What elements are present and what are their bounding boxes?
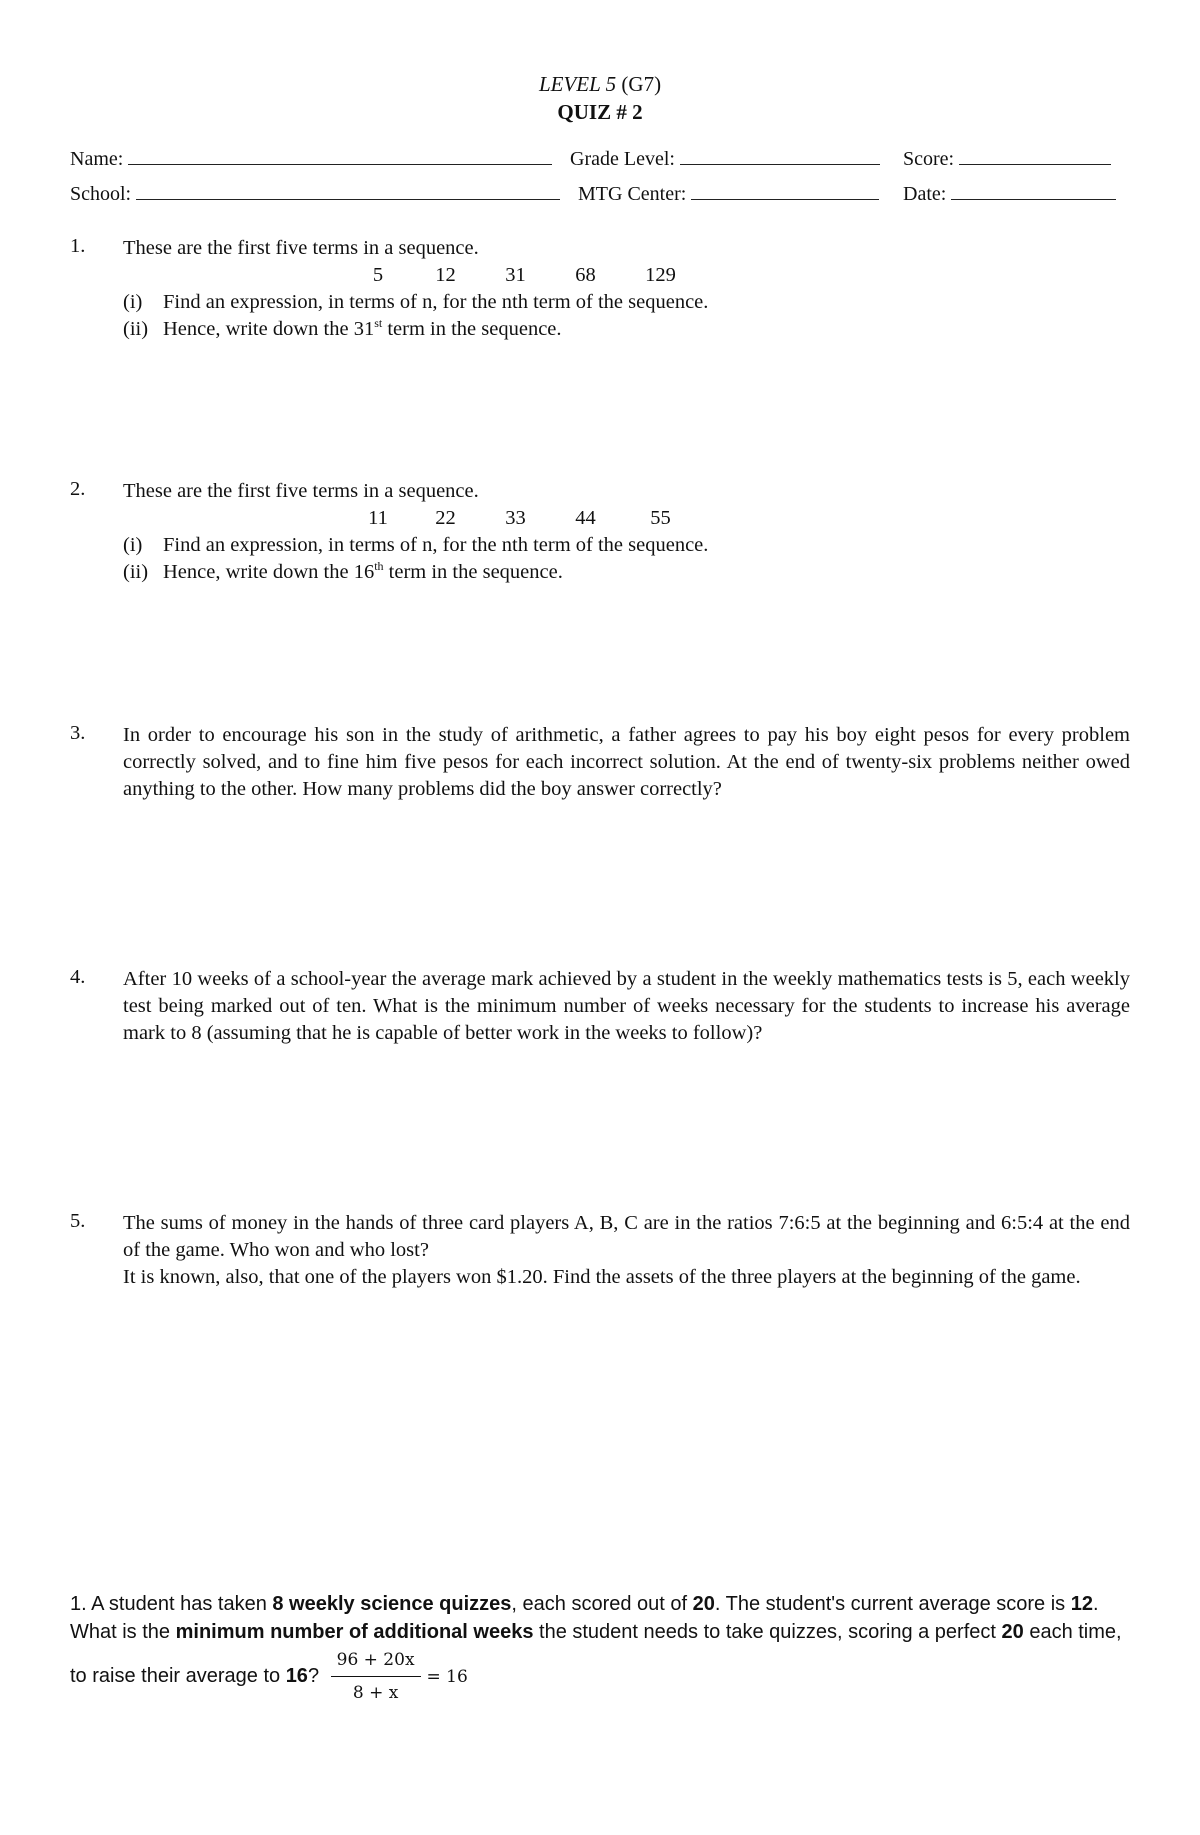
- question-4: After 10 weeks of a school-year the average mark achieved by a student in the weekly mathematics tests is 5, each weekly test being marked out of ten. What is the minimum number of weeks necessary for the students to increase his average mark to 8 (assuming that he is capable of better work in the weeks to follow)?: [123, 968, 1130, 1044]
- fraction-numerator: 96 + 20x: [331, 1646, 421, 1677]
- sequence-term: 11: [368, 507, 388, 529]
- school-label: School:: [70, 183, 132, 205]
- added-question: 1. A student has taken 8 weekly science quizzes, each scored out of 20. The student's current average score is 12. What is the minimum number of additional weeks the student needs to take quizzes, scoring a perfect 20 each time, to raise their average to 16? $\frac{96 + 20x}{8 + x}$ = 16: [70, 1590, 1130, 1707]
- date-blank[interactable]: [951, 181, 1116, 200]
- q5-line-2: It is known, also, that one of the players won $1.20. Find the assets of the three players at the beginning of the game.: [123, 1266, 1081, 1288]
- sequence-term: 5: [372, 264, 384, 286]
- sequence-term: 31: [505, 264, 526, 286]
- date-field-row: [903, 181, 1116, 206]
- sequence-term: 55: [650, 507, 671, 529]
- grade-field-row: [570, 146, 880, 171]
- date-label: Date:: [903, 183, 947, 205]
- q1-part-ii: (ii) Hence, write down the 31st term in the sequence.: [123, 316, 562, 340]
- sequence-term: 44: [575, 507, 596, 529]
- q4-number: 4.: [70, 966, 86, 988]
- center-field-row: [578, 181, 879, 206]
- q2-part-ii: (ii) Hence, write down the 16th term in the sequence.: [123, 559, 563, 583]
- name-label: Name:: [70, 148, 124, 170]
- sequence-term: 22: [435, 507, 456, 529]
- grade-level-label: Grade Level:: [570, 148, 675, 170]
- quiz-number-title: QUIZ # 2: [557, 100, 643, 124]
- score-field-row: [903, 146, 1111, 171]
- q1-intro: These are the first five terms in a sequence.: [123, 237, 479, 259]
- fraction-denominator: 8 + x: [352, 1683, 399, 1703]
- q2-part-i: (i) Find an expression, in terms of n, for the nth term of the sequence.: [123, 534, 709, 556]
- equation-result: = 16: [426, 1666, 468, 1687]
- equation-fraction: [331, 1646, 421, 1707]
- question-2: [123, 478, 1130, 586]
- level-label: LEVEL 5: [538, 72, 617, 96]
- score-blank[interactable]: [959, 146, 1111, 165]
- sequence-term: 33: [505, 507, 526, 529]
- name-field-row: [70, 146, 552, 171]
- sequence-term: 12: [435, 264, 456, 286]
- name-blank[interactable]: [128, 146, 552, 165]
- q5-line-1: The sums of money in the hands of three card players A, B, C are in the ratios 7:6:5 at the beginning and 6:5:4 at the end of the game. Who won and who lost?: [123, 1212, 1130, 1261]
- q3-number: 3.: [70, 722, 86, 744]
- school-field-row: [70, 181, 560, 206]
- q1-part-i: (i) Find an expression, in terms of n, for the nth term of the sequence.: [123, 291, 709, 313]
- question-5: [123, 1210, 1130, 1291]
- question-1: [123, 235, 1130, 343]
- sequence-term: 68: [575, 264, 596, 286]
- score-label: Score:: [903, 148, 955, 170]
- question-3: In order to encourage his son in the study of arithmetic, a father agrees to pay his boy eight pesos for every problem correctly solved, and to fine him five pesos for each incorrect solution. At the end of twenty-six problems neither owed anything to the other. How many problems did the boy answer correctly?: [123, 724, 1130, 800]
- mtg-center-blank[interactable]: [691, 181, 879, 200]
- q1-number: 1.: [70, 235, 86, 257]
- quiz-level-title: [0, 72, 1200, 97]
- mtg-center-label: MTG Center:: [578, 183, 687, 205]
- school-blank[interactable]: [136, 181, 560, 200]
- q2-number: 2.: [70, 478, 86, 500]
- q2-terms: [123, 505, 1130, 532]
- grade-tag: (G7): [616, 72, 662, 96]
- q1-terms: [123, 262, 1130, 289]
- q2-intro: These are the first five terms in a sequence.: [123, 480, 479, 502]
- grade-level-blank[interactable]: [680, 146, 880, 165]
- sequence-term: 129: [645, 264, 676, 286]
- q5-number: 5.: [70, 1210, 86, 1232]
